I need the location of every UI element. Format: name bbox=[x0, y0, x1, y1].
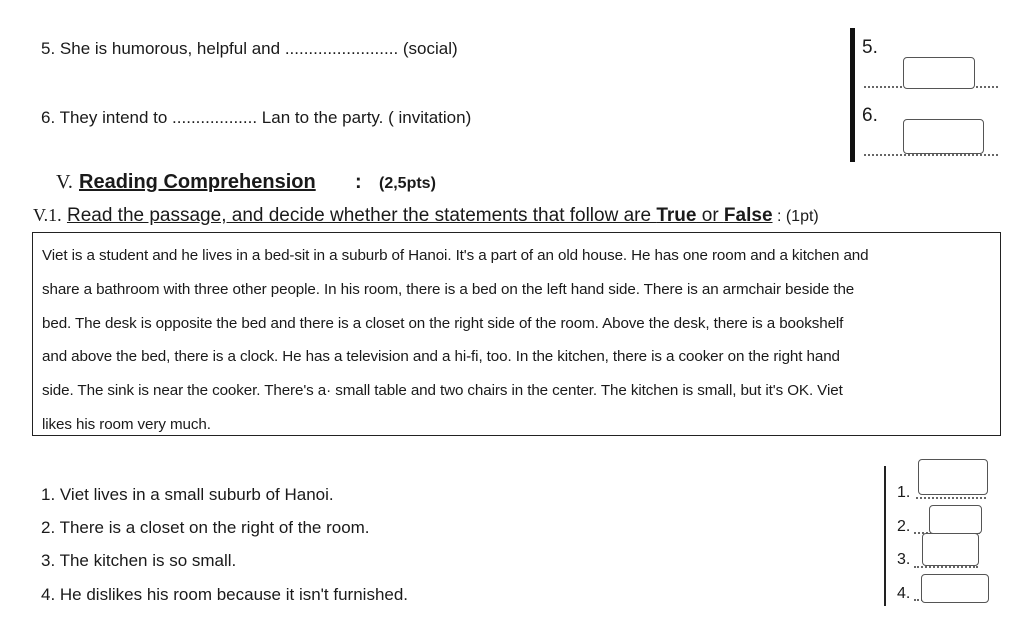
answer-6-box[interactable] bbox=[903, 119, 984, 154]
section-colon: : bbox=[355, 171, 362, 193]
task-points: : (1pt) bbox=[772, 208, 819, 225]
passage-line: likes his room very much. bbox=[42, 416, 211, 433]
tf-answer-1-box[interactable] bbox=[918, 459, 988, 495]
true-word: True bbox=[656, 205, 697, 226]
tf-answer-4-box[interactable] bbox=[921, 574, 989, 603]
tf-answer-3-dotline bbox=[914, 566, 978, 568]
task-instruction bbox=[33, 205, 819, 227]
tf-answer-4-label: 4. bbox=[897, 585, 911, 602]
answer-6-label: 6. bbox=[862, 105, 878, 126]
instruction-body: Read the passage, and decide whether the statements that follow are bbox=[66, 205, 657, 226]
task-number: V.1. bbox=[33, 205, 62, 225]
passage-line: side. The sink is near the cooker. There's a· small table and two chairs in the center. The kitchen is small, but it's OK. Viet bbox=[42, 382, 843, 399]
tf-answer-2-label: 2. bbox=[897, 518, 911, 535]
passage-line: share a bathroom with three other people. In his room, there is a bed on the left hand side. There is an armchair beside the bbox=[42, 281, 855, 298]
tf-answer-1-label: 1. bbox=[897, 484, 911, 501]
statement-1: 1. Viet lives in a small suburb of Hanoi. bbox=[41, 485, 334, 504]
or-word: or bbox=[696, 205, 724, 226]
statement-2: 2. There is a closet on the right of the room. bbox=[41, 518, 370, 537]
statement-4: 4. He dislikes his room because it isn't furnished. bbox=[41, 585, 409, 604]
question-5: 5. She is humorous, helpful and ........................ (social) bbox=[41, 39, 458, 58]
answer-column-divider bbox=[850, 28, 855, 162]
answer-5-label: 5. bbox=[862, 37, 878, 58]
passage-line: Viet is a student and he lives in a bed-sit in a suburb of Hanoi. It's a part of an old house. He has one room and a kitchen and bbox=[42, 247, 869, 264]
reading-passage bbox=[32, 232, 1001, 436]
false-word: False bbox=[723, 205, 773, 226]
tf-answer-3-label: 3. bbox=[897, 551, 911, 568]
passage-line: bed. The desk is opposite the bed and there is a closet on the right side of the room. Above the desk, there is a bookshelf bbox=[42, 315, 844, 332]
section-roman: V. bbox=[56, 171, 73, 193]
tf-answer-2-box[interactable] bbox=[929, 505, 982, 534]
task-instruction-text bbox=[67, 205, 773, 226]
statement-3: 3. The kitchen is so small. bbox=[41, 551, 237, 570]
tf-column-divider bbox=[884, 466, 886, 606]
passage-line: and above the bed, there is a clock. He has a television and a hi-fi, too. In the kitchen, there is a cooker on the right hand bbox=[42, 348, 840, 365]
section-points: (2,5pts) bbox=[379, 175, 436, 192]
tf-answer-3-box[interactable] bbox=[922, 533, 979, 566]
section-title: Reading Comprehension bbox=[79, 171, 316, 193]
tf-answer-1-dotline bbox=[916, 497, 986, 499]
question-6: 6. They intend to .................. Lan to the party. ( invitation) bbox=[41, 108, 472, 127]
answer-5-box[interactable] bbox=[903, 57, 975, 89]
answer-6-dotline bbox=[864, 154, 998, 156]
